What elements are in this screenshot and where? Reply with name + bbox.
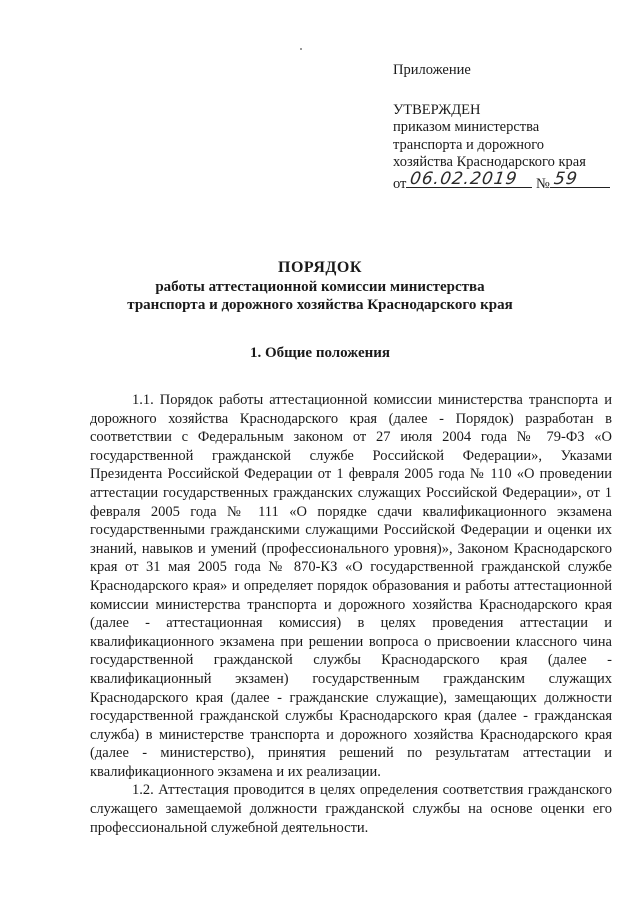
handwritten-date: 06.02.2019 bbox=[409, 169, 520, 189]
order-date-number-line bbox=[393, 169, 623, 194]
paragraph-1-1: 1.1. Порядок работы аттестационной комиссии министерства транспорта и дорожного хозяйства Краснодарского края (далее - Порядок) разработан в соответствии с Федеральным законом от 27 июля 2004 года № 79-ФЗ «О государственной гражданской службе Российской Федерации», Указами Президента Российской Федерации от 1 февраля 2005 года № 110 «О проведении аттестации государственных гражданских служащих Российской Федерации», от 1 февраля 2005 года № 111 «О порядке сдачи квалификационного экзамена государственными гражданскими служащими Российской Федерации и оценки их знаний, навыков и умений (профессионального уровня)», Законом Краснодарского края от 31 мая 2005 года № 870-КЗ «О государственной гражданской службе Краснодарского края» и определяет порядок образования и работы аттестационной комиссии министерства транспорта и дорожного хозяйства Краснодарского края (далее - аттестационная комиссия) в целях проведения аттестации и квалификационного экзамена при решении вопроса о присвоении классного чина государственной гражданской службы Краснодарского края (далее - квалификационный экзамен) государственным гражданским служащих Краснодарского края (далее - гражданские служащие), замещающих должности государственной гражданской службы Краснодарского края (далее - гражданская служба) в министерстве транспорта и дорожного хозяйства Краснодарского края (далее - министерство), принятия решений по результатам аттестации и квалификационного экзамена и их реализации. bbox=[90, 392, 612, 780]
approval-stamp bbox=[393, 62, 623, 193]
order-line-1: приказом министерства bbox=[393, 119, 540, 135]
number-field bbox=[550, 169, 610, 189]
handwritten-number: 59 bbox=[552, 169, 580, 189]
approved-label: УТВЕРЖДЕН bbox=[393, 101, 481, 118]
date-prefix: от bbox=[393, 175, 407, 192]
section-heading: 1. Общие положения bbox=[249, 345, 391, 361]
order-line-3: хозяйства Краснодарского края bbox=[393, 154, 586, 170]
number-prefix: № bbox=[536, 175, 550, 192]
appendix-label: Приложение bbox=[393, 62, 471, 78]
title-subtitle-2: транспорта и дорожного хозяйства Краснодарского края bbox=[127, 297, 513, 313]
order-line-2: транспорта и дорожного bbox=[393, 136, 545, 153]
title-subtitle-1: работы аттестационной комиссии министерства bbox=[155, 279, 485, 295]
title-heading: ПОРЯДОК bbox=[278, 259, 362, 276]
paragraph-1-2: 1.2. Аттестация проводится в целях определения соответствия гражданского служащего замещаемой должности гражданской службы на основе оценки его профессиональной служебной деятельности. bbox=[90, 782, 612, 836]
document-body bbox=[90, 391, 612, 837]
document-title bbox=[0, 258, 640, 314]
scan-speck bbox=[300, 48, 302, 50]
date-field bbox=[406, 169, 532, 189]
